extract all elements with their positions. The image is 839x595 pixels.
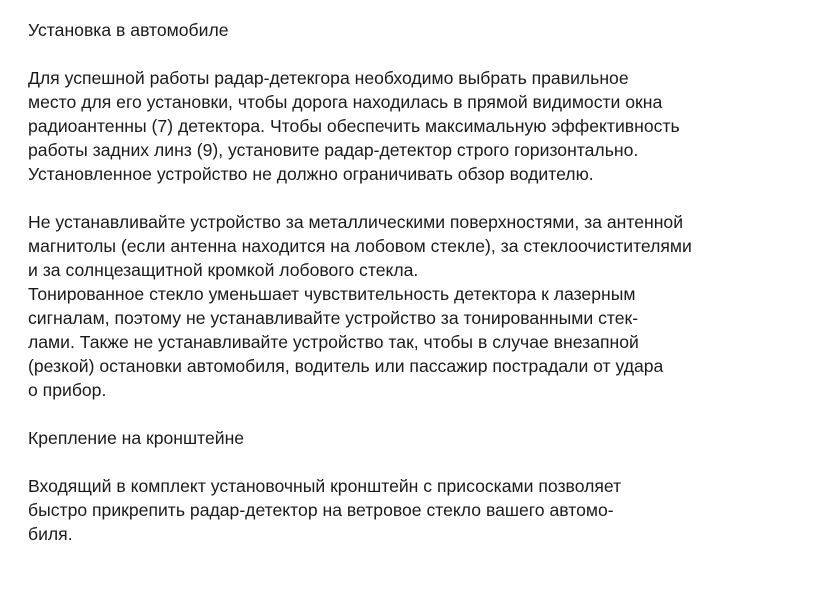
text-line: быстро прикрепить радар-детектор на ветровое стекло вашего автомо- <box>28 500 614 520</box>
text-line: работы задних линз (9), установите радар-детектор строго горизонтально. <box>28 140 639 160</box>
text-line: магнитолы (если антенна находится на лобовом стекле), за стеклоочистителями <box>28 236 692 256</box>
text-line: (резкой) остановки автомобиля, водитель или пассажир пострадали от удара <box>28 356 664 376</box>
text-line: Для успешной работы радар-детекгора необходимо выбрать правильное <box>28 68 629 88</box>
document-page <box>28 18 828 546</box>
paragraph-restrictions <box>28 210 828 402</box>
text-line: Установленное устройство не должно ограничивать обзор водителю. <box>28 164 594 184</box>
paragraph-gap <box>28 402 828 426</box>
text-line: сигналам, поэтому не устанавливайте устройство за тонированными стек- <box>28 308 639 328</box>
section-heading-installation: Установка в автомобиле <box>28 20 229 40</box>
text-line: Входящий в комплект установочный кронштейн с присосками позволяет <box>28 476 622 496</box>
text-line: лами. Также не устанавливайте устройство так, чтобы в случае внезапной <box>28 332 639 352</box>
text-line: радиоантенны (7) детектора. Чтобы обеспечить максимальную эффективность <box>28 116 680 136</box>
paragraph-gap <box>28 450 828 474</box>
text-line: Тонированное стекло уменьшает чувствительность детектора к лазерным <box>28 284 636 304</box>
text-line: место для его установки, чтобы дорога находилась в прямой видимости окна <box>28 92 663 112</box>
text-line: биля. <box>28 524 73 544</box>
paragraph-gap <box>28 42 828 66</box>
text-line: Не устанавливайте устройство за металлическими поверхностями, за антенной <box>28 212 684 232</box>
text-line: и за солнцезащитной кромкой лобового стекла. <box>28 260 419 280</box>
section-heading-mounting: Крепление на кронштейне <box>28 428 245 448</box>
paragraph-bracket <box>28 474 828 546</box>
paragraph-gap <box>28 186 828 210</box>
paragraph-placement <box>28 66 828 186</box>
text-line: о прибор. <box>28 380 107 400</box>
